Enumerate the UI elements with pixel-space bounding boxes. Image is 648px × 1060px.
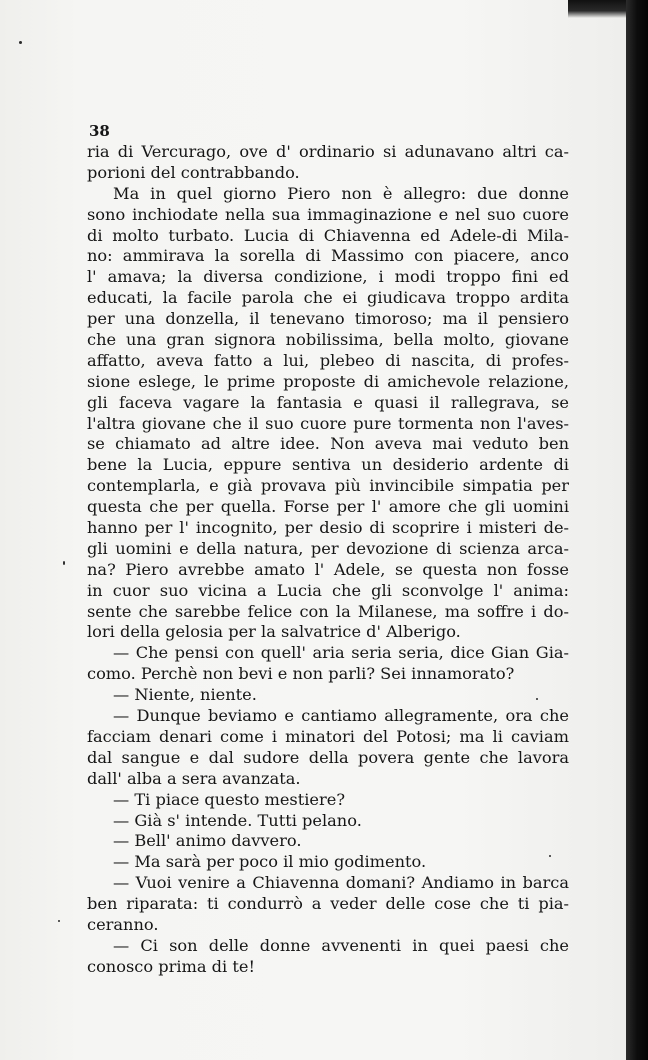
text-line: como. Perchè non bevi e non parli? Sei innamorato? [87, 664, 515, 684]
text-line: sione eslege, le prime proposte di amichevole relazione, [87, 371, 569, 391]
text-line: — Vuoi venire a Chiavenna domani? Andiamo in barca [113, 873, 569, 893]
text-line: gli faceva vagare la fantasia e quasi il rallegrava, se [87, 392, 569, 412]
text-line: ceranno. [87, 914, 159, 934]
text-line: bene la Lucia, eppure sentiva un desiderio ardente di [87, 455, 569, 475]
text-line: facciam denari come i minatori del Potosi; ma li caviam [87, 726, 569, 746]
text-line: in cuor suo vicina a Lucia che gli sconvolge l' anima: [87, 580, 569, 600]
text-line: — Già s' intende. Tutti pelano. [113, 810, 362, 830]
scan-speck [58, 920, 60, 922]
text-line: lori della gelosia per la salvatrice d' Alberigo. [87, 622, 461, 642]
text-line: gli uomini e della natura, per devozione di scienza arca- [87, 538, 569, 558]
scan-speck [19, 41, 22, 44]
scan-speck [63, 561, 65, 565]
text-line: questa che per quella. Forse per l' amore che gli uomini [87, 497, 569, 517]
text-line: no: ammirava la sorella di Massimo con piacere, anco [87, 246, 569, 266]
text-line: conosco prima di te! [87, 956, 255, 976]
text-line: — Dunque beviamo e cantiamo allegramente, ora che [113, 706, 569, 726]
text-line: ben riparata: ti condurrò a veder delle cose che ti pia- [87, 894, 569, 914]
text-line: di molto turbato. Lucia di Chiavenna ed Adele-di Mila- [87, 225, 569, 245]
text-line: — Bell' animo davvero. [113, 831, 302, 851]
text-line: affatto, aveva fatto a lui, plebeo di nascita, di profes- [87, 350, 569, 370]
text-line: contemplarla, e già provava più invincibile simpatia per [87, 476, 569, 496]
text-line: — Che pensi con quell' aria seria seria, dice Gian Gia- [113, 643, 569, 663]
text-line: Ma in quel giorno Piero non è allegro: due donne [113, 183, 569, 203]
text-line: per una donzella, il tenevano timoroso; ma il pensiero [87, 309, 569, 329]
text-line: ria di Vercurago, ove d' ordinario si adunavano altri ca- [87, 142, 569, 161]
text-line: se chiamato ad altre idee. Non aveva mai veduto ben [87, 434, 569, 454]
text-line: che una gran signora nobilissima, bella molto, giovane [87, 330, 569, 350]
scan-speck [549, 855, 551, 857]
page-number: 38 [89, 122, 110, 140]
scan-shadow-right [626, 0, 648, 1060]
text-line: — Ci son delle donne avvenenti in quei paesi che [113, 935, 569, 955]
text-line: porioni del contrabbando. [87, 162, 300, 182]
text-line: educati, la facile parola che ei giudicava troppo ardita [87, 288, 569, 308]
text-line: sono inchiodate nella sua immaginazione e nel suo cuore [87, 204, 569, 224]
text-line: — Niente, niente. [113, 685, 257, 705]
scan-speck [536, 698, 538, 700]
text-line: na? Piero avrebbe amato l' Adele, se questa non fosse [87, 559, 569, 579]
body-text [87, 142, 569, 978]
text-line: hanno per l' incognito, per desio di scoprire i misteri de- [87, 518, 569, 538]
text-line: sente che sarebbe felice con la Milanese, ma soffre i do- [87, 601, 569, 621]
text-line: l'altra giovane che il suo cuore pure tormenta non l'aves- [87, 413, 569, 433]
text-line: dal sangue e dal sudore della povera gente che lavora [87, 747, 569, 767]
text-line: l' amava; la diversa condizione, i modi troppo fini ed [87, 267, 569, 287]
text-line: — Ti piace questo mestiere? [113, 789, 345, 809]
text-line: — Ma sarà per poco il mio godimento. [113, 852, 427, 872]
text-line: dall' alba a sera avanzata. [87, 768, 301, 788]
